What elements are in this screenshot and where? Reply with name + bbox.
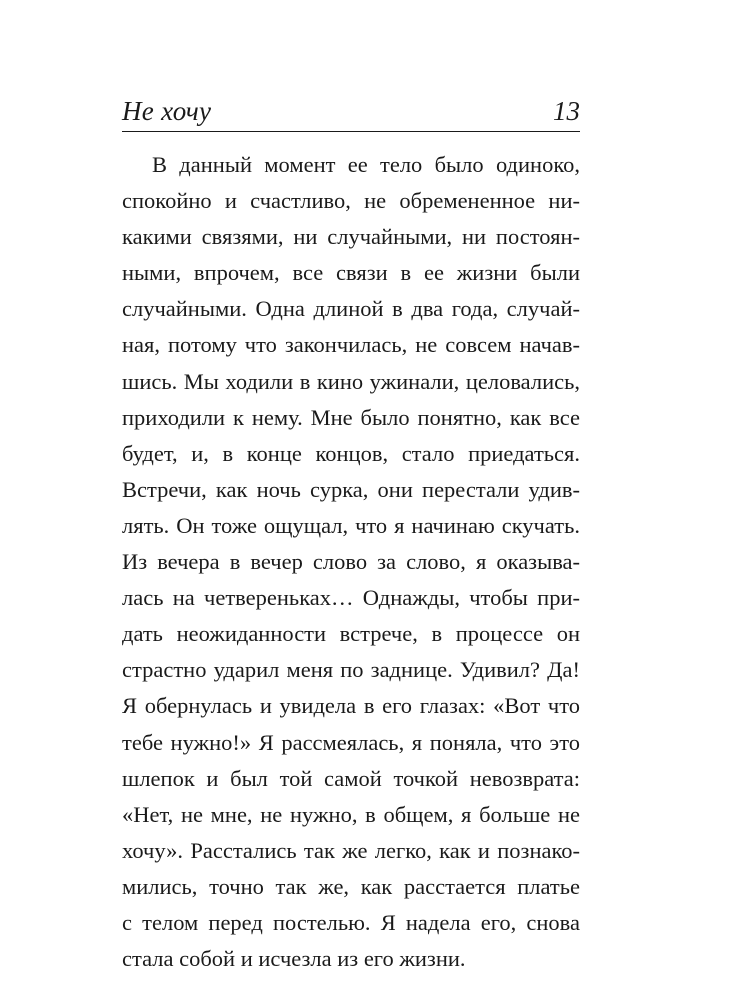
text-line: «Нет, не мне, не нужно, в общем, я больше не — [122, 801, 580, 827]
text-line: будет, и, в конце концов, стало приедаться. — [122, 440, 580, 466]
text-line: случайными. Одна длиной в два года, случай- — [122, 296, 580, 322]
text-line: приходили к нему. Мне было понятно, как все — [122, 404, 580, 430]
text-line: Я обернулась и увидела в его глазах: «Вот что — [122, 693, 580, 719]
text-line: шись. Мы ходили в кино ужинали, целовались, — [122, 368, 580, 394]
header-rule — [122, 131, 580, 132]
text-line: Встречи, как ночь сурка, они перестали удив- — [122, 476, 580, 502]
text-line: лять. Он тоже ощущал, что я начинаю скучать. — [122, 512, 580, 538]
text-line: шлепок и был той самой точкой невозврата: — [122, 765, 580, 791]
text-line: стала собой и исчезла из его жизни. — [122, 946, 466, 972]
text-line: спокойно и счастливо, не обремененное ни- — [122, 188, 580, 214]
text-line: ными, впрочем, все связи в ее жизни были — [122, 260, 580, 286]
text-line: ная, потому что закончилась, не совсем начав- — [122, 332, 580, 358]
text-line: В данный момент ее тело было одиноко, — [152, 152, 580, 177]
page-number: 13 — [553, 96, 580, 126]
body-paragraph — [122, 147, 580, 977]
text-line: лась на четвереньках… Однажды, чтобы при- — [122, 585, 580, 611]
text-line: хочу». Расстались так же легко, как и познако- — [122, 837, 580, 863]
text-line: какими связями, ни случайными, ни постоян- — [122, 224, 580, 250]
text-line: с телом перед постелью. Я надела его, снова — [122, 909, 580, 935]
text-line: дать неожиданности встрече, в процессе он — [122, 621, 580, 647]
text-line: страстно ударил меня по заднице. Удивил? Да! — [122, 657, 580, 683]
text-line: мились, точно так же, как расстается платье — [122, 873, 580, 899]
text-line: тебе нужно!» Я рассмеялась, я поняла, что это — [122, 729, 580, 755]
page-header — [122, 92, 580, 132]
running-title: Не хочу — [122, 96, 212, 126]
text-line: Из вечера в вечер слово за слово, я оказыва- — [122, 549, 580, 575]
